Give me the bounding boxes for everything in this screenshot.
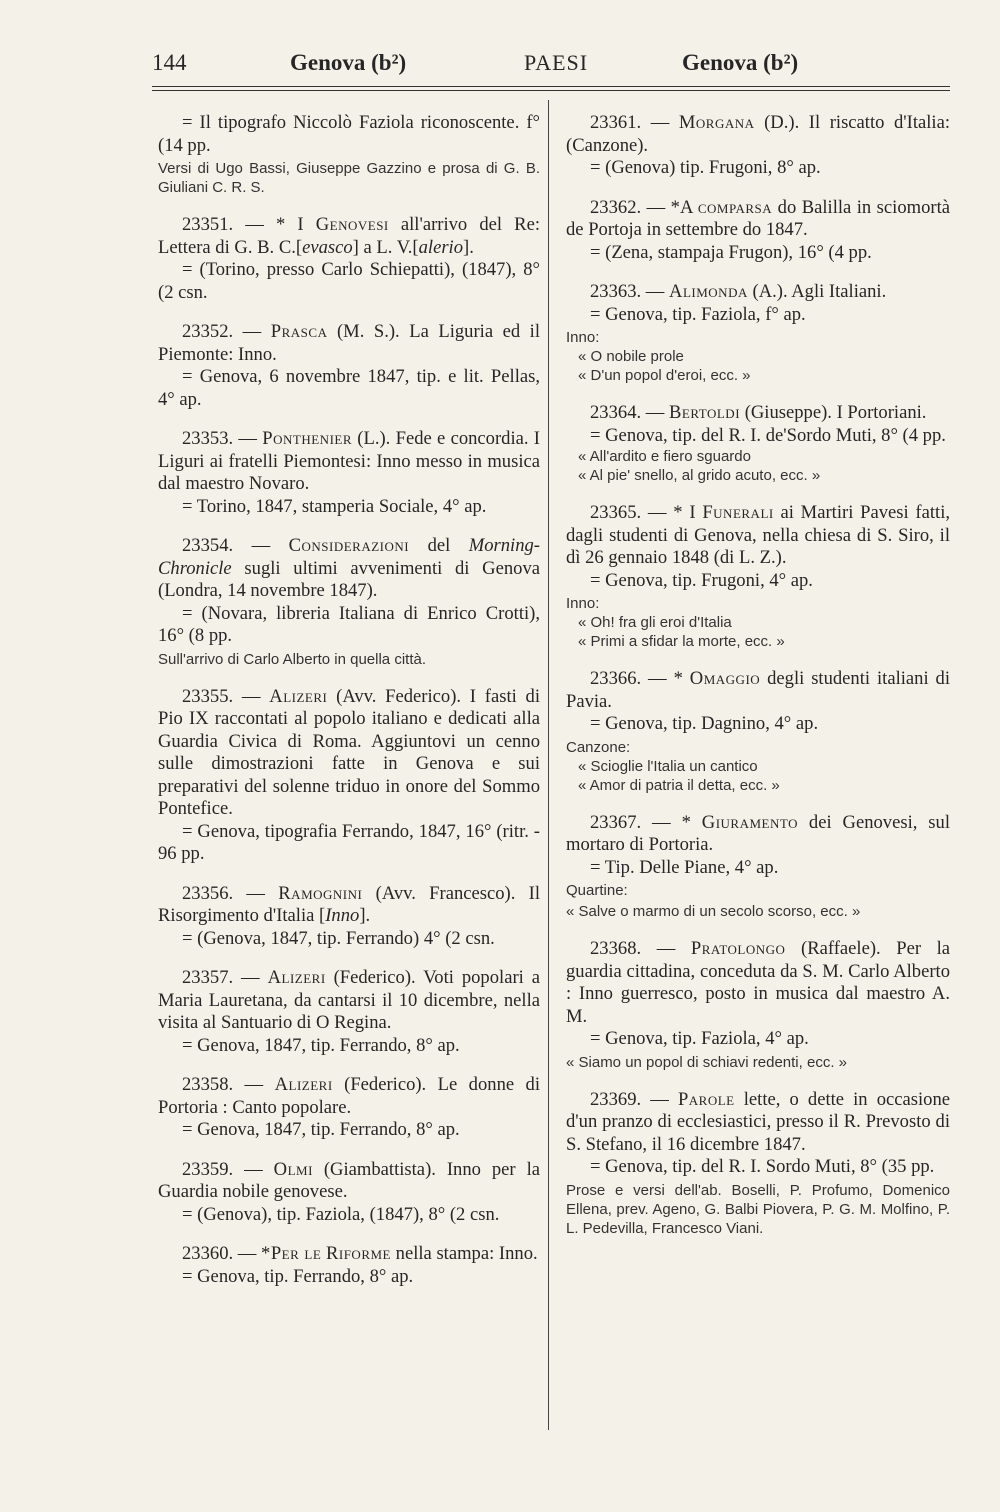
entry-imprint: = (Genova) tip. Frugoni, 8° ap. (590, 157, 821, 178)
entry-italic: evasco (302, 236, 353, 258)
entry-author: Bertoldi (669, 402, 741, 423)
entry-title-cont: ]. (359, 905, 371, 926)
entry-text (158, 428, 540, 496)
entry-title: (Raffaele). Per la guardia cittadina, conceduta da S. M. Carlo Alberto : Inno guerresco, posto in musica dal maestro A. M. (566, 938, 951, 1027)
entry-author: Morgana (678, 112, 755, 133)
entry-number: 23366. — (590, 668, 667, 689)
left-column (158, 112, 540, 1305)
entry-text (566, 938, 950, 1028)
entry-number: 23353. — (182, 428, 258, 449)
entry-imprint: = Genova, tip. Faziola, f° ap. (590, 303, 806, 325)
entry-quote: « Al pie' snello, al grido acuto, ecc. » (578, 467, 821, 484)
entry-title: (Avv. Francesco). Il Risorgimento d'Italia [ (158, 882, 541, 926)
entry-imprint: = Genova, 1847, tip. Ferrando, 8° ap. (182, 1034, 460, 1056)
entry-title: (Giuseppe). I Portoriani. (744, 402, 927, 423)
entry-author: Omaggio (689, 668, 761, 689)
entry-quote: « Oh! fra gli eroi d'Italia (578, 614, 732, 631)
entry-number: 23365. — (590, 502, 667, 523)
header-right-title: Genova (b²) (682, 50, 799, 75)
entry-quote: « D'un popol d'eroi, ecc. » (578, 367, 751, 384)
entry-author: Alizeri (267, 967, 326, 988)
entry-text (158, 1074, 540, 1119)
right-column (566, 112, 950, 1255)
entry-23365 (566, 502, 950, 651)
entry-23356 (158, 883, 540, 951)
entry-star: * I (673, 502, 696, 523)
entry-text (158, 1159, 540, 1204)
entry-quote: « All'ardito e fiero sguardo (578, 448, 751, 465)
column-divider (548, 100, 549, 1430)
entry-number: 23358. — (182, 1074, 264, 1095)
entry-title: (D.). Il riscatto d'Italia: (Canzone). (566, 112, 951, 156)
entry-author: Considerazioni (288, 535, 410, 556)
entry-number: 23367. — (590, 811, 671, 833)
entry-imprint: = Genova, tip. Dagnino, 4° ap. (590, 713, 819, 734)
entry-23366 (566, 668, 950, 795)
entry-text (566, 1089, 950, 1157)
entry-author: Alizeri (269, 685, 328, 707)
entry-title: ai Martiri Pavesi fatti, dagli studenti di Genova, nella chiesa di S. Siro, il dì 26 gennaio 1848 (di L. Z.). (566, 502, 951, 568)
entry-note: Versi di Ugo Bassi, Giuseppe Gazzino e prosa di G. B. Giuliani C. R. S. (158, 160, 540, 196)
header-center-title: PAESI (524, 50, 589, 75)
entry-23352 (158, 321, 540, 411)
entry-number: 23359. — (182, 1158, 263, 1180)
entry-23369 (566, 1089, 950, 1238)
entry-number: 23360. — (182, 1243, 257, 1264)
entry-text (158, 686, 540, 821)
entry-number: 23352. — (182, 321, 262, 342)
entry-number: 23356. — (182, 882, 265, 904)
entry-text (566, 197, 950, 242)
entry-author: Prasca (270, 321, 328, 342)
entry-title: (Giambattista). Inno per la Guardia nobile genovese. (158, 1158, 540, 1202)
entry-23360 (158, 1243, 540, 1288)
entry-italic: Inno (325, 905, 360, 926)
entry-number: 23361. — (590, 112, 670, 133)
entry-23355 (158, 686, 540, 866)
entry-author: Alizeri (274, 1074, 333, 1095)
entry-number: 23354. — (182, 535, 271, 556)
entry-number: 23357. — (182, 967, 260, 988)
entry-23357 (158, 967, 540, 1057)
entry-23351 (158, 214, 540, 304)
page-number: 144 (152, 50, 187, 75)
entry-number: 23369. — (590, 1088, 669, 1110)
entry-text (158, 883, 540, 928)
entry-23368 (566, 938, 950, 1072)
entry-title: nella stampa: Inno. (395, 1243, 538, 1264)
entry-text (158, 321, 540, 366)
entry-author: Riforme (325, 1243, 391, 1264)
entry-title: (A.). Agli Italiani. (752, 281, 887, 302)
header-left-title: Genova (b²) (290, 50, 407, 75)
entry-italic: alerio (418, 236, 464, 258)
entry-imprint: = (Genova), tip. Faziola, (1847), 8° (2 csn. (182, 1203, 500, 1225)
entry-text (566, 502, 950, 570)
entry-number: 23363. — (590, 281, 665, 302)
entry-continuation (158, 112, 540, 197)
entry-number: 23364. — (590, 402, 665, 423)
entry-imprint: = Genova, tip. del R. I. Sordo Muti, 8° (35 pp. (590, 1156, 935, 1177)
entry-23361 (566, 112, 950, 180)
entry-note: Inno: (566, 595, 600, 612)
entry-author: comparsa (697, 196, 773, 218)
entry-text (158, 535, 540, 603)
entry-quote: « O nobile prole (578, 348, 684, 365)
entry-quote: « Salve o marmo di un secolo scorso, ecc. » (566, 903, 861, 920)
entry-title: dei Genovesi, sul mortaro di Portoria. (566, 811, 951, 855)
entry-number: 23351. — (182, 214, 264, 235)
entry-quote: « Amor di patria il detta, ecc. » (578, 776, 780, 794)
entry-number: 23362. — (590, 196, 666, 218)
entry-23359 (158, 1159, 540, 1227)
entry-number: 23355. — (182, 685, 261, 707)
entry-note: Sull'arrivo di Carlo Alberto in quella città. (158, 650, 426, 668)
entry-title: del (427, 535, 451, 556)
entry-italic: Morning-Chronicle (158, 535, 540, 579)
entry-star: * (673, 668, 683, 689)
entry-23362 (566, 197, 950, 265)
entry-text (566, 281, 950, 304)
entry-text (566, 402, 950, 425)
entry-author: Ramognini (278, 882, 363, 904)
entry-text (566, 668, 950, 713)
entry-23364 (566, 402, 950, 485)
entry-title: (M. S.). La Liguria ed il Piemonte: Inno. (158, 321, 540, 365)
entry-imprint: = Genova, tip. Ferrando, 8° ap. (182, 1265, 414, 1287)
entry-imprint: = Genova, tipografia Ferrando, 1847, 16° (ritr. - 96 pp. (158, 820, 540, 864)
header-rule-second (152, 90, 950, 91)
entry-author: Funerali (702, 502, 774, 523)
entry-imprint: = Genova, 6 novembre 1847, tip. e lit. Pellas, 4° ap. (158, 366, 540, 410)
entry-star: * (681, 811, 691, 833)
entry-imprint: = Genova, tip. Frugoni, 4° ap. (590, 569, 813, 591)
entry-imprint: = Genova, tip. del R. I. de'Sordo Muti, 8° (4 pp. (590, 424, 946, 446)
entry-23354 (158, 535, 540, 669)
entry-23353 (158, 428, 540, 518)
entry-author: Giuramento (701, 811, 798, 833)
header-rule (152, 86, 950, 87)
entry-text (158, 967, 540, 1035)
entry-title: (Avv. Federico). I fasti di Pio IX raccontati al popolo italiano e dedicati alla Guardia Civica di Roma. Aggiuntovi un cenno sulle dimostrazioni fatte in Genova e sui preparativi del solenne triduo in onore del Sommo Pontefice. (158, 685, 540, 819)
entry-author: Parole (677, 1088, 735, 1110)
entry-23358 (158, 1074, 540, 1142)
entry-text: = Il tipografo Niccolò Faziola riconoscente. f° (14 pp. (158, 112, 540, 156)
entry-author: Genovesi (315, 214, 389, 235)
entry-imprint: = Torino, 1847, stamperia Sociale, 4° ap. (182, 495, 487, 517)
entry-imprint: = Genova, 1847, tip. Ferrando, 8° ap. (182, 1119, 460, 1140)
entry-author: Pratolongo (690, 938, 786, 959)
entry-number: 23368. — (590, 938, 676, 959)
entry-title-cont: ] a L. V.[ (352, 236, 419, 258)
entry-note: Inno: (566, 329, 600, 346)
entry-imprint: = (Novara, libreria Italiana di Enrico Crotti), 16° (8 pp. (158, 602, 540, 646)
entry-title: degli studenti italiani di Pavia. (566, 668, 950, 712)
entry-star: *A (670, 196, 693, 218)
entry-imprint: = Genova, tip. Faziola, 4° ap. (590, 1028, 809, 1049)
entry-imprint: = (Genova, 1847, tip. Ferrando) 4° (2 csn. (182, 927, 495, 949)
entry-imprint: = Tip. Delle Piane, 4° ap. (590, 856, 779, 878)
entry-title: lette, o dette in occasione d'un pranzo di ecclesiastici, presso il R. Prevosto di S. Stefano, il 16 dicembre 1847. (566, 1088, 950, 1155)
entry-title: all'arrivo del Re: Lettera di G. B. C.[ (158, 214, 540, 258)
entry-title: (L.). Fede e concordia. I Liguri ai fratelli Piemontesi: Inno messo in musica dal maestro Novaro. (158, 428, 540, 494)
entry-note: Canzone: (566, 738, 631, 756)
entry-note: Prose e versi dell'ab. Boselli, P. Profumo, Domenico Ellena, prev. Ageno, G. Balbi Piovera, P. G. M. Molfino, P. L. Pedevilla, Francesco Viani. (566, 1181, 950, 1237)
entry-author: Alimonda (669, 281, 748, 302)
entry-title-cont: ]. (463, 236, 474, 258)
entry-author: Ponthenier (262, 428, 353, 449)
entry-imprint: = (Zena, stampaja Frugon), 16° (4 pp. (590, 241, 872, 263)
entry-23367 (566, 812, 950, 922)
entry-note: Quartine: (566, 882, 628, 899)
page-header (152, 50, 950, 84)
entry-title: do Balilla in sciomortà de Portoja in settembre do 1847. (566, 196, 950, 240)
entry-author: Olmi (273, 1158, 313, 1180)
entry-star: *Per le (261, 1243, 322, 1264)
entry-text (566, 112, 950, 157)
entry-23363 (566, 281, 950, 385)
entry-title: (Federico). Le donne di Portoria : Canto popolare. (158, 1074, 541, 1118)
entry-text (158, 214, 540, 259)
entry-star: * I (275, 214, 304, 235)
entry-quote: « Scioglie l'Italia un cantico (578, 757, 758, 775)
entry-imprint: = (Torino, presso Carlo Schiepatti), (1847), 8° (2 csn. (158, 259, 540, 303)
entry-quote: « Primi a sfidar la morte, ecc. » (578, 633, 785, 650)
entry-text (158, 1243, 540, 1266)
entry-text (566, 812, 950, 857)
entry-quote: « Siamo un popol di schiavi redenti, ecc. » (566, 1053, 847, 1071)
entry-title-cont: sugli ultimi avvenimenti di Genova (Londra, 14 novembre 1847). (158, 557, 541, 601)
entry-title: (Federico). Voti popolari a Maria Lauretana, da cantarsi il 10 dicembre, nella visita al Santuario di O Regina. (158, 967, 540, 1033)
